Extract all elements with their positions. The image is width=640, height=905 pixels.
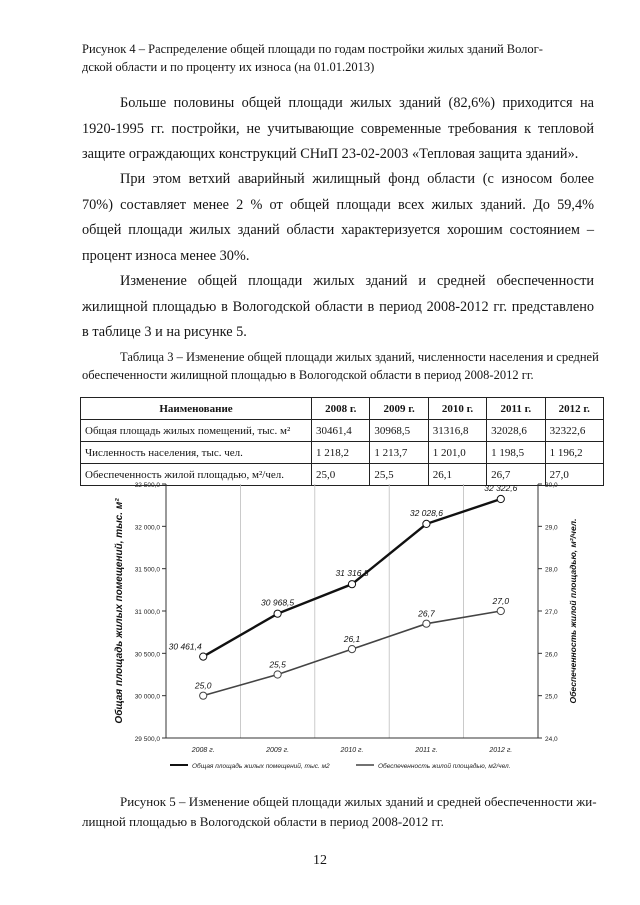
data-label: 31 316,8	[335, 568, 369, 579]
paragraph-1-line: 1920-1995 гг. постройки, не учитывающие современные требования к тепловой	[82, 120, 594, 137]
y-tick-label-left: 30 000,0	[134, 693, 160, 701]
paragraph-3-line: в таблице 3 и на рисунке 5.	[82, 324, 247, 341]
data-label: 32 322,6	[484, 483, 518, 494]
x-tick-label: 2009 г.	[266, 747, 290, 754]
data-point	[497, 495, 504, 502]
y-tick-label-right: 27,0	[545, 609, 558, 616]
y-tick-label-right: 25,0	[545, 693, 558, 701]
data-label: 25,5	[269, 659, 286, 670]
figure5-caption-line1: Рисунок 5 – Изменение общей площади жилых зданий и средней обеспеченности жи-	[120, 794, 597, 809]
paragraph-2-line: 70%) составляет менее 2 % от общей площади всех жилых зданий. До 59,4%	[82, 196, 594, 213]
table-cell: 1 213,7	[370, 442, 428, 464]
y-tick-label-left: 29 500,0	[134, 736, 160, 743]
table-row	[81, 420, 604, 442]
table-cell: Обеспеченность жилой площадью, м²/чел.	[81, 464, 312, 486]
paragraph-1-line: защите ограждающих конструкций СНиП 23-02-2003 «Тепловая защита зданий».	[82, 146, 579, 163]
y-tick-label-right: 30,0	[545, 482, 558, 489]
data-point	[274, 671, 281, 678]
paragraph-2-line: При этом ветхий аварийный жилищный фонд области (с износом более	[120, 171, 594, 187]
paragraph-1	[82, 91, 594, 168]
data-label: 26,7	[418, 608, 435, 619]
legend-label-2: Обеспеченность жилой площадью, м2/чел.	[378, 763, 511, 770]
page-number: 12	[313, 853, 327, 868]
table-header-cell: 2012 г.	[545, 398, 603, 420]
data-point	[200, 692, 207, 699]
table-header-cell: Наименование	[81, 398, 312, 420]
legend-label-1: Общая площадь жилых помещений, тыс. м2	[192, 763, 330, 770]
x-tick-label: 2010 г.	[340, 747, 364, 754]
data-label: 25,0	[194, 680, 212, 691]
paragraph-2-line: процент износа менее 30%.	[82, 247, 250, 264]
series-line-2	[203, 608, 501, 696]
data-label: 30 461,4	[168, 641, 202, 652]
data-label: 27,0	[492, 596, 510, 606]
table3-caption-line2: обеспеченности жилищной площадью в Вологодской области в период 2008-2012 гг.	[82, 368, 534, 382]
x-tick-label: 2012 г.	[489, 747, 513, 754]
data-point	[497, 607, 504, 614]
y-tick-label-left: 32 000,0	[134, 524, 160, 532]
y-tick-label-left: 32 500,0	[134, 482, 160, 489]
figure4-caption	[82, 40, 582, 76]
y-tick-label-right: 28,0	[545, 566, 558, 574]
table-cell: 26,7	[487, 464, 545, 486]
paragraph-2-line: общей площади жилых зданий области характеризуется хорошим состоянием –	[82, 222, 594, 239]
data-label: 32 028,6	[409, 507, 443, 518]
data-point	[274, 610, 281, 617]
data-point	[200, 653, 207, 660]
figure5-caption	[82, 792, 602, 832]
table-cell: Общая площадь жилых помещений, тыс. м²	[81, 420, 312, 442]
table-cell: 1 198,5	[487, 442, 545, 464]
table-header-cell: 2009 г.	[370, 398, 428, 420]
table-cell: 25,5	[370, 464, 428, 486]
y-tick-label-right: 24,0	[545, 736, 558, 743]
table-row	[81, 442, 604, 464]
table-header-cell: 2010 г.	[428, 398, 486, 420]
y-tick-label-left: 30 500,0	[134, 651, 160, 659]
data-point	[348, 581, 355, 588]
table-cell: 31316,8	[428, 420, 486, 442]
paragraph-3	[82, 269, 594, 346]
y-axis-right-title: Обеспеченность жилой площадью, м²/чел.	[568, 518, 578, 704]
data-label: 30 968,5	[261, 597, 295, 608]
paragraph-3-line: Изменение общей площади жилых зданий и средней обеспеченности	[120, 273, 594, 289]
figure4-caption-line1: Рисунок 4 – Распределение общей площади по годам постройки жилых зданий Волог-	[82, 42, 543, 56]
table-header-cell: 2011 г.	[487, 398, 545, 420]
table-cell: 27,0	[545, 464, 603, 486]
table-cell: 1 218,2	[312, 442, 370, 464]
table-cell: 26,1	[428, 464, 486, 486]
y-tick-label-right: 29,0	[545, 524, 558, 532]
data-label: 26,1	[343, 634, 361, 645]
paragraph-2	[82, 167, 594, 269]
table3-caption-line1: Таблица 3 – Изменение общей площади жилых зданий, численности населения и средней	[120, 350, 599, 364]
table-cell: 30968,5	[370, 420, 428, 442]
table-cell: 25,0	[312, 464, 370, 486]
x-tick-label: 2011 г.	[415, 747, 438, 754]
figure5-caption-line2: лищной площадью в Вологодской области в период 2008-2012 гг.	[82, 814, 444, 829]
data-point	[348, 646, 355, 653]
table-cell: 1 201,0	[428, 442, 486, 464]
paragraph-1-line: Больше половины общей площади жилых зданий (82,6%) приходится на	[120, 95, 594, 111]
y-axis-left-title: Общая площадь жилых помещений, тыс. м²	[114, 498, 125, 724]
y-tick-label-left: 31 500,0	[134, 566, 160, 574]
table-cell: 30461,4	[312, 420, 370, 442]
table-cell: 1 196,2	[545, 442, 603, 464]
data-point	[423, 520, 430, 527]
table-header-row	[81, 398, 604, 420]
x-tick-label: 2008 г.	[191, 747, 215, 754]
table-cell: 32322,6	[545, 420, 603, 442]
table-cell: 32028,6	[487, 420, 545, 442]
figure5-chart	[110, 470, 590, 780]
data-point	[423, 620, 430, 627]
figure4-caption-line2: дской области и по проценту их износа (на 01.01.2013)	[82, 60, 375, 74]
y-tick-label-right: 26,0	[545, 651, 558, 659]
table-header-cell: 2008 г.	[312, 398, 370, 420]
table3-caption	[82, 348, 602, 384]
y-tick-label-left: 31 000,0	[134, 609, 160, 616]
table-cell: Численность населения, тыс. чел.	[81, 442, 312, 464]
paragraph-3-line: жилищной площадью в Вологодской области в период 2008-2012 гг. представлено	[82, 298, 594, 315]
